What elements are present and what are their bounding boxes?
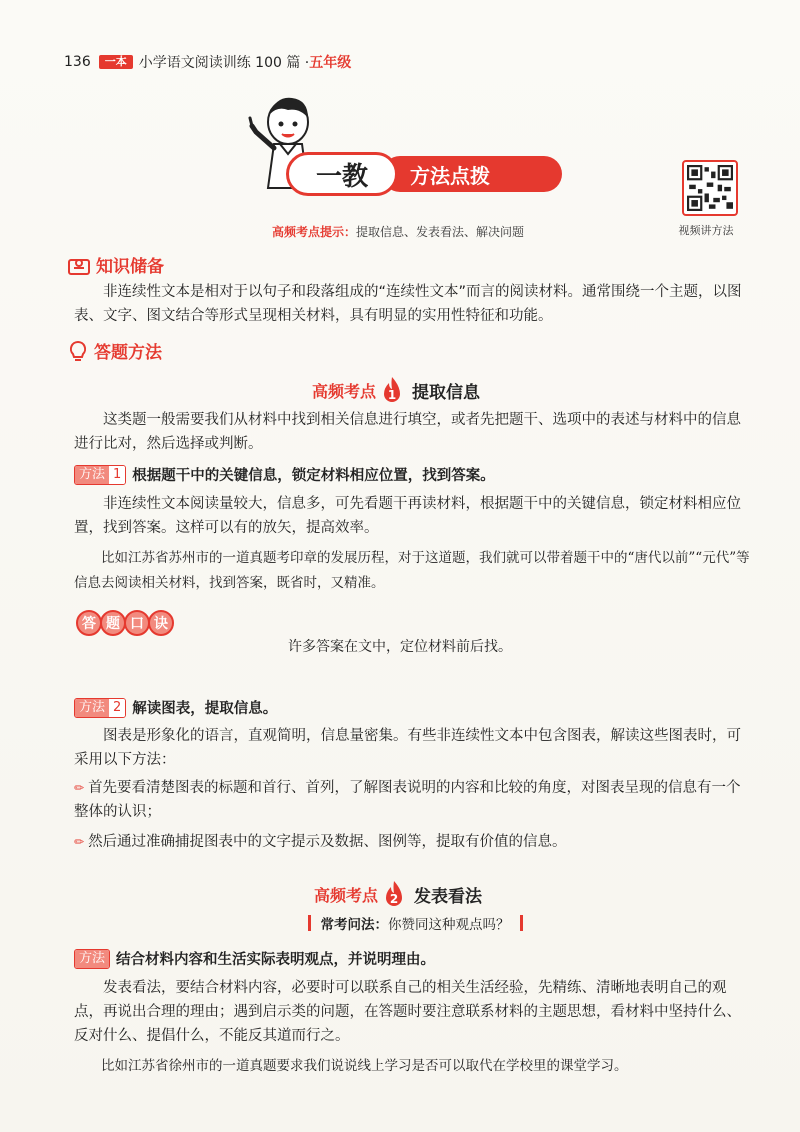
common-question-body: 你赞同这种观点吗？ [388, 917, 510, 933]
mnemonic-char: 答 [76, 610, 102, 636]
method2-text: 图表是形象化的语言，直观简明，信息量密集。有些非连续性文本中包含图表，解读这些图表时，可采用以下方法： [74, 728, 741, 768]
high-frequency-tip [272, 223, 524, 240]
method2-tag-text: 方法 [75, 698, 109, 718]
kp1-title: 提取信息 [412, 382, 481, 403]
tip-label: 高频考点提示： [272, 225, 357, 239]
grade-label: 五年级 [309, 55, 352, 71]
method2-tag-num: 2 [109, 698, 125, 718]
kp2-method-tag [74, 949, 110, 969]
book-title: 小学语文阅读训练 100 篇 · [138, 55, 310, 71]
pencil-bullet-icon: ✏ [74, 835, 85, 849]
series-logo: 一本 [99, 55, 133, 69]
mnemonic-char: 诀 [148, 610, 174, 636]
common-question [290, 912, 540, 934]
method2-row [74, 697, 277, 718]
kp2-heading [314, 880, 482, 908]
tip-text: 提取信息、发表看法、解决问题 [356, 225, 525, 239]
kp2-method-title: 结合材料内容和生活实际表明观点，并说明理由。 [116, 952, 436, 968]
pencil-bullet-icon: ✏ [74, 781, 85, 795]
qr-label: 视频讲方法 [678, 224, 734, 237]
lightbulb-icon [68, 340, 88, 362]
knowledge-text: 非连续性文本是相对于以句子和段落组成的“连续性文本”而言的阅读材料。通常围绕一个主题，以图表、文字、图文结合等形式呈现相关材料，具有明显的实用性特征和功能。 [74, 284, 742, 324]
knowledge-title: 知识储备 [96, 257, 164, 277]
video-qr[interactable] [680, 160, 740, 238]
divider [308, 915, 311, 931]
kp2-method-row [74, 948, 435, 969]
section-banner [286, 152, 562, 196]
qr-code-icon[interactable] [682, 160, 738, 216]
kp2-number: 2 [389, 892, 399, 906]
method1-tag-text: 方法 [75, 465, 109, 485]
knowledge-heading [68, 252, 164, 277]
bullet-item-1 [74, 776, 750, 824]
qr-pattern [687, 165, 733, 211]
bullet-text-2: 然后通过准确捕捉图表中的文字提示及数据、图例等，提取有价值的信息。 [88, 834, 567, 850]
page-number: 136 [64, 54, 91, 70]
method1-row [74, 464, 495, 485]
kp1-label: 高频考点 [312, 381, 377, 401]
mnemonic-char: 口 [124, 610, 150, 636]
banner-title: 一教 [286, 152, 398, 196]
mnemonic-badge [76, 610, 172, 636]
flame-2-icon [382, 880, 406, 908]
method1-example: 比如江苏省苏州市的一道真题考印章的发展历程，对于这道题，我们就可以带着题干中的“唐代以前”“元代”等信息去阅读相关材料，找到答案，既省时，又精准。 [74, 550, 750, 591]
kp2-example: 比如江苏省徐州市的一道真题要求我们说说线上学习是否可以取代在学校里的课堂学习。 [101, 1058, 628, 1074]
kp2-title: 发表看法 [414, 886, 483, 907]
method1-text: 非连续性文本阅读量较大，信息多，可先看题干再读材料，根据题干中的关键信息，锁定材料相应位置，找到答案。这样可以有的放矢，提高效率。 [74, 496, 741, 536]
method1-tag-num: 1 [109, 465, 125, 485]
method2-title: 解读图表，提取信息。 [132, 701, 278, 717]
common-question-text [321, 913, 510, 933]
answer-method-title: 答题方法 [94, 343, 162, 363]
banner-subtitle: 方法点拨 [382, 156, 562, 192]
knowledge-icon [68, 255, 90, 275]
page-header [64, 52, 351, 72]
method1-title: 根据题干中的关键信息，锁定材料相应位置，找到答案。 [132, 468, 495, 484]
mnemonic-text: 许多答案在文中，定位材料前后找。 [288, 639, 512, 655]
bullet-item-2 [74, 830, 750, 854]
kp2-label: 高频考点 [314, 885, 379, 905]
bullet-text-1: 首先要看清楚图表的标题和首行、首列，了解图表说明的内容和比较的角度，对图表呈现的信息有一个整体的认识； [74, 780, 741, 820]
method1-tag [74, 465, 126, 485]
method2-tag [74, 698, 126, 718]
kp2-method-tag-text: 方法 [75, 949, 109, 969]
mnemonic-char: 题 [100, 610, 126, 636]
divider [520, 915, 523, 931]
kp1-heading [312, 376, 480, 404]
answer-method-heading [68, 338, 162, 363]
kp2-method-text: 发表看法，要结合材料内容，必要时可以联系自己的相关生活经验，先精练、清晰地表明自己的观点，再说出合理的理由；遇到启示类的问题，在答题时要注意联系材料的主题思想，看材料中坚持什么、反对什么、提倡什么，不能反其道而行之。 [74, 980, 741, 1044]
kp1-number: 1 [387, 388, 397, 402]
flame-1-icon [380, 376, 404, 404]
common-question-label: 常考问法： [320, 917, 388, 933]
kp1-intro: 这类题一般需要我们从材料中找到相关信息进行填空，或者先把题干、选项中的表述与材料中的信息进行比对，然后选择或判断。 [74, 412, 741, 452]
